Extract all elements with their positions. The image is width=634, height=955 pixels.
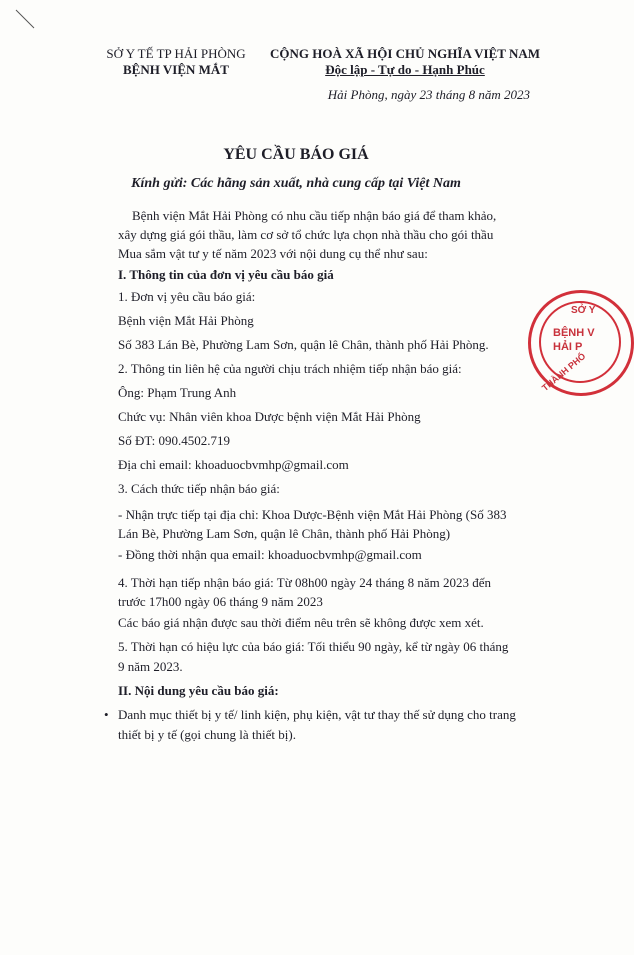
motto: Độc lập - Tự do - Hạnh Phúc <box>325 62 485 77</box>
header-right <box>262 46 548 78</box>
header-left <box>96 46 256 78</box>
stamp-text: HẢI P <box>553 341 583 353</box>
contact-phone: Số ĐT: 090.4502.719 <box>118 433 231 448</box>
hospital-name: BỆNH VIỆN MẮT <box>123 62 229 77</box>
contact-position: Chức vụ: Nhân viên khoa Dược bệnh viện Mắt Hải Phòng <box>118 409 421 424</box>
unit-name: Bệnh viện Mắt Hải Phòng <box>118 313 254 328</box>
bullet-icon: • <box>104 707 109 722</box>
receive-email: - Đồng thời nhận qua email: khoaduocbvmhp@gmail.com <box>118 547 422 562</box>
stamp-text: BỆNH V <box>553 327 595 339</box>
item-5: 5. Thời hạn có hiệu lực của báo giá: Tối thiểu 90 ngày, kể từ ngày 06 tháng 9 năm 2023. <box>118 639 509 674</box>
org-name: SỞ Y TẾ TP HẢI PHÒNG <box>106 46 246 61</box>
bullet-text: Danh mục thiết bị y tế/ linh kiện, phụ kiện, vật tư thay thế sử dụng cho trang thiết bị y tế (gọi chung là thiết bị). <box>118 707 516 742</box>
list-item <box>104 705 518 745</box>
official-stamp <box>528 290 634 396</box>
item-4: 4. Thời hạn tiếp nhận báo giá: Từ 08h00 ngày 24 tháng 8 năm 2023 đến trước 17h00 ngày 06 tháng 9 năm 2023 <box>118 575 492 609</box>
intro-paragraph: Bệnh viện Mắt Hải Phòng có nhu cầu tiếp nhận báo giá để tham khảo, xây dựng giá gói thầu, làm cơ sở tổ chức lựa chọn nhà thầu cho gói thầu Mua sắm vật tư y tế năm 2023 với nội dung cụ thể như sau: <box>118 208 497 261</box>
stamp-text: THÀNH PHỐ <box>540 350 588 394</box>
section2-heading: II. Nội dung yêu cầu báo giá: <box>118 683 279 698</box>
late-note: Các báo giá nhận được sau thời điểm nêu trên sẽ không được xem xét. <box>118 615 484 630</box>
contact-person: Ông: Phạm Trung Anh <box>118 385 237 400</box>
document-body <box>104 206 518 745</box>
item-3: 3. Cách thức tiếp nhận báo giá: <box>118 481 280 496</box>
item-1: 1. Đơn vị yêu cầu báo giá: <box>118 289 256 304</box>
receive-direct: - Nhận trực tiếp tại địa chỉ: Khoa Dược-Bệnh viện Mắt Hải Phòng (Số 383 Lán Bè, Phường Lam Sơn, quận lê Chân, thành phố Hải Phòng) <box>118 507 507 541</box>
unit-address: Số 383 Lán Bè, Phường Lam Sơn, quận lê Chân, thành phố Hải Phòng. <box>118 337 489 352</box>
salutation: Kính gửi: Các hãng sản xuất, nhà cung cấp tại Việt Nam <box>131 176 461 191</box>
document-date: Hải Phòng, ngày 23 tháng 8 năm 2023 <box>327 87 530 102</box>
stamp-text: SỞ Y <box>571 305 596 316</box>
contact-email: Địa chỉ email: khoaduocbvmhp@gmail.com <box>118 457 349 472</box>
item-2: 2. Thông tin liên hệ của người chịu trách nhiệm tiếp nhận báo giá: <box>118 361 462 376</box>
country-name: CỘNG HOÀ XÃ HỘI CHỦ NGHĨA VIỆT NAM <box>269 46 541 61</box>
document-title: YÊU CẦU BÁO GIÁ <box>223 146 369 163</box>
section1-heading: I. Thông tin của đơn vị yêu cầu báo giá <box>118 267 334 282</box>
scan-mark <box>14 8 38 32</box>
